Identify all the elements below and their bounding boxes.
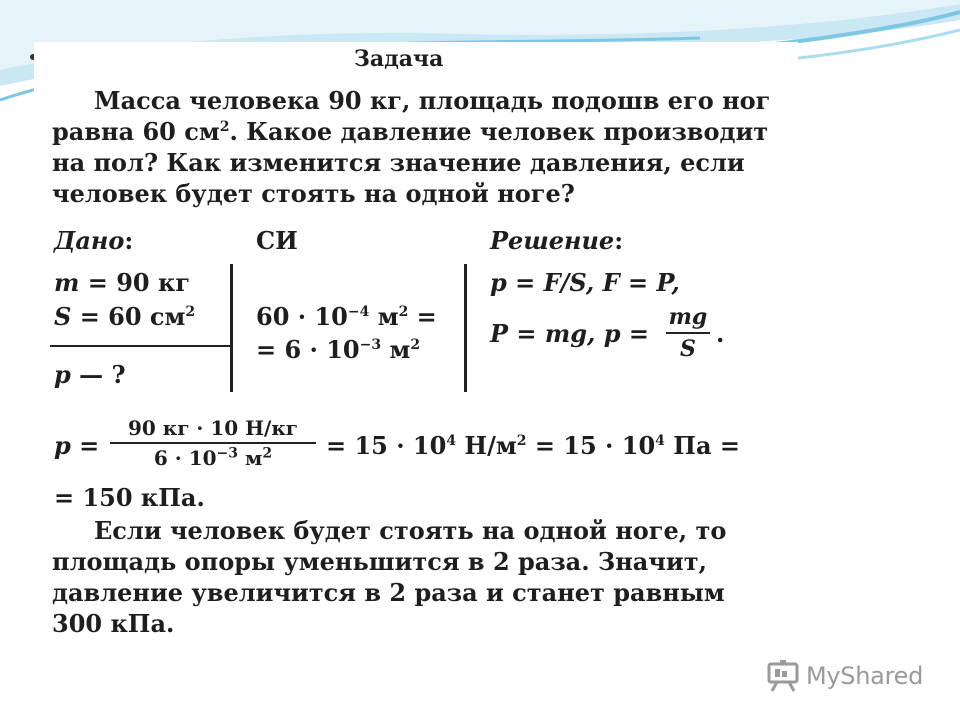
presentation-board-icon: [766, 659, 800, 693]
solution-header: Решение:: [490, 226, 624, 255]
problem-line-1: Масса человека 90 кг, площадь подошв его ног: [94, 86, 771, 115]
solution-dot: .: [716, 319, 725, 348]
conclusion-line-1: Если человек будет стоять на одной ноге, то: [94, 516, 727, 545]
problem-line-4: человек будет стоять на одной ноге?: [52, 179, 575, 208]
problem-line-2: равна 60 $см^2$. Какое давление человек производит: [52, 117, 769, 146]
task-title: Задача: [354, 46, 444, 72]
si-left-divider: [230, 264, 233, 392]
conclusion-line-4: 300 кПа.: [52, 609, 175, 638]
si-line-1: $60 \cdot 10^{-4}$ $м^2$ =: [256, 302, 437, 331]
solution-line-2: P = mg, p =: [490, 319, 649, 348]
given-mass: m = 90 кг: [54, 268, 191, 297]
calc-fraction: 90 кг · 10 Н/кг $6 \cdot 10^{-3}$ $м^2$: [110, 416, 316, 470]
myshared-logo: [766, 656, 923, 696]
conclusion-line-3: давление увеличится в 2 раза и станет равным: [52, 578, 725, 607]
given-divider: [50, 345, 232, 347]
given-unknown: p — ?: [54, 360, 126, 389]
task-card: [34, 42, 798, 650]
calc-p-equals: p =: [54, 431, 100, 460]
solution-line-1: p = F/S, F = P,: [490, 268, 680, 297]
calc-final: = 150 кПа.: [54, 483, 205, 512]
given-area: S = 60 $см^2$: [54, 302, 196, 331]
watermark-text: MyShared: [806, 662, 924, 690]
given-header: Дано:: [54, 226, 134, 255]
si-line-2: = $6 \cdot 10^{-3}$ $м^2$: [256, 335, 421, 364]
solution-fraction: mg S: [666, 304, 710, 362]
si-header: СИ: [256, 226, 298, 255]
si-right-divider: [464, 264, 467, 392]
problem-line-3: на пол? Как изменится значение давления, если: [52, 148, 745, 177]
conclusion-line-2: площадь опоры уменьшится в 2 раза. Значит,: [52, 547, 707, 576]
calc-result: = $15 \cdot 10^4$ $Н/м^2 = 15 \cdot 10^4$ Па =: [326, 431, 740, 460]
